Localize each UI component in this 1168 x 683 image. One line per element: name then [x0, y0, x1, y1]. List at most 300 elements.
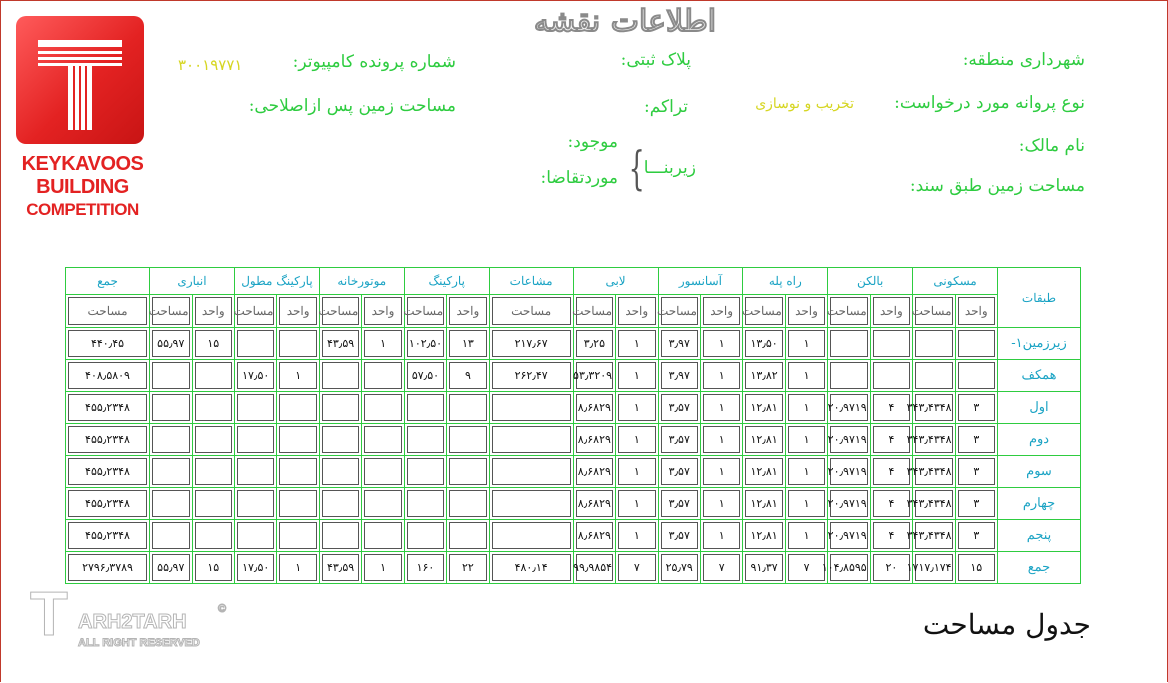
table-cell: [955, 488, 997, 520]
cell-value: [958, 330, 995, 357]
cell-value: ۱: [618, 426, 655, 453]
group-parking: پارکینگ: [404, 268, 489, 295]
computer-file-value: ۳۰۰۱۹۷۷۱: [178, 56, 243, 74]
group-stairs: راه پله: [743, 268, 828, 295]
cell-value: ۲۰٫۹۷۱۹: [830, 426, 867, 453]
table-cell: [277, 392, 319, 424]
table-cell: [573, 456, 615, 488]
cell-value: [322, 490, 359, 517]
cell-value: ۲۱۷٫۶۷: [492, 330, 571, 357]
table-cell: [955, 328, 997, 360]
table-cell: [573, 424, 615, 456]
cell-value: ۳٫۵۷: [661, 490, 698, 517]
table-cell: [277, 424, 319, 456]
cell-value: [449, 394, 486, 421]
cell-value: ۴: [873, 394, 910, 421]
table-cell: [489, 488, 573, 520]
table-cell: [192, 360, 234, 392]
table-cell: [404, 488, 446, 520]
cell-value: ۴: [873, 490, 910, 517]
unit-header-label: واحد: [449, 297, 486, 325]
cell-value: [449, 490, 486, 517]
cell-value: ۱۰۲٫۵۰: [407, 330, 444, 357]
cell-value: [195, 426, 232, 453]
brand-line-3: COMPETITION: [26, 200, 139, 219]
table-cell: [955, 456, 997, 488]
existing-label: موجود:: [567, 132, 618, 152]
area-table-subtitle: جدول مساحت: [922, 608, 1091, 641]
cell-value: ۵۳٫۳۲۰۹: [576, 362, 613, 389]
table-cell: [616, 520, 658, 552]
cell-value: ۲۰٫۹۷۱۹: [830, 394, 867, 421]
table-cell: [658, 392, 700, 424]
cell-value: ۱۲٫۸۱: [745, 394, 782, 421]
unit-header-cell: [277, 295, 319, 328]
cell-value: ۳۴۳٫۴۳۴۸: [915, 394, 952, 421]
group-storage: انباری: [150, 268, 235, 295]
cell-value: [152, 522, 190, 549]
cell-value: ۳٫۵۷: [661, 426, 698, 453]
cell-value: [449, 458, 486, 485]
unit-header-cell: [955, 295, 997, 328]
table-cell: [700, 328, 742, 360]
cell-value: [915, 362, 952, 389]
cell-value: ۹۱٫۳۷: [745, 554, 782, 581]
cell-value: [237, 394, 274, 421]
cell-value: ۵۵٫۹۷: [152, 554, 190, 581]
table-row: [66, 360, 1081, 392]
cell-value: [873, 362, 910, 389]
floor-label: همکف: [998, 360, 1081, 392]
table-cell: [743, 552, 785, 584]
table-cell: [66, 520, 150, 552]
cell-value: ۴۵۵٫۲۳۴۸: [68, 522, 147, 549]
table-cell: [743, 328, 785, 360]
cell-value: [152, 362, 190, 389]
table-cell: [150, 552, 193, 584]
table-cell: [955, 392, 997, 424]
table-cell: [404, 328, 446, 360]
table-cell: [235, 392, 277, 424]
cell-value: [449, 426, 486, 453]
table-cell: [66, 456, 150, 488]
area-header-cell: [743, 295, 785, 328]
area-header-label: مساحت: [745, 297, 782, 325]
table-cell: [192, 424, 234, 456]
floor-label: سوم: [998, 456, 1081, 488]
cell-value: ۴: [873, 426, 910, 453]
area-header-label: مساحت: [661, 297, 698, 325]
unit-header-label: واحد: [364, 297, 401, 325]
table-cell: [906, 488, 955, 520]
unit-header-label: واحد: [958, 297, 995, 325]
table-cell: [616, 488, 658, 520]
cell-value: ۴۵۵٫۲۳۴۸: [68, 394, 147, 421]
cell-value: ۱: [788, 522, 825, 549]
area-header-cell: [66, 295, 150, 328]
table-cell: [785, 360, 827, 392]
cell-value: [492, 394, 571, 421]
table-cell: [870, 328, 912, 360]
unit-header-label: واحد: [788, 297, 825, 325]
cell-value: [279, 394, 316, 421]
table-cell: [828, 328, 870, 360]
brand-line-2: BUILDING: [36, 176, 129, 198]
cell-value: ۳: [958, 490, 995, 517]
floor-label: جمع: [998, 552, 1081, 584]
cell-value: ۳۴۳٫۴۳۴۸: [915, 522, 952, 549]
cell-value: ۵۷٫۵۰: [407, 362, 444, 389]
table-cell: [277, 328, 319, 360]
cell-value: ۱: [788, 330, 825, 357]
table-cell: [913, 328, 955, 360]
cell-value: ۱۲٫۸۱: [745, 522, 782, 549]
table-cell: [277, 456, 319, 488]
cell-value: ۲۶۲٫۴۷: [492, 362, 571, 389]
table-cell: [616, 392, 658, 424]
table-cell: [785, 456, 827, 488]
unit-header-label: واحد: [873, 297, 910, 325]
area-header-label: مساحت: [576, 297, 613, 325]
unit-header-cell: [362, 295, 404, 328]
table-cell: [235, 456, 277, 488]
cell-value: [449, 522, 486, 549]
cell-value: ۱۲٫۸۱: [745, 426, 782, 453]
land-area-deed-label: مساحت زمین طبق سند:: [909, 176, 1085, 196]
table-cell: [447, 328, 489, 360]
area-header-cell: [828, 295, 870, 328]
cell-value: ۴۸۰٫۱۴: [492, 554, 571, 581]
table-cell: [828, 520, 870, 552]
table-cell: [150, 392, 193, 424]
area-header-cell: [150, 295, 193, 328]
table-cell: [150, 520, 193, 552]
table-cell: [828, 488, 870, 520]
cell-value: [237, 330, 274, 357]
table-cell: [319, 552, 361, 584]
cell-value: [830, 362, 867, 389]
table-cell: [404, 456, 446, 488]
table-cell: [785, 392, 827, 424]
cell-value: [492, 458, 571, 485]
unit-header-cell: [700, 295, 742, 328]
table-cell: [235, 424, 277, 456]
table-cell: [616, 360, 658, 392]
cell-value: [152, 426, 190, 453]
table-cell: [150, 488, 193, 520]
keykavoos-logo: [16, 16, 144, 144]
table-cell: [447, 456, 489, 488]
cell-value: ۱۲٫۸۱: [745, 490, 782, 517]
watermark-mark: T: [30, 580, 68, 649]
cell-value: [279, 522, 316, 549]
cell-value: ۴۴۰٫۴۵: [68, 330, 147, 357]
table-cell: [319, 488, 361, 520]
floor-label: اول: [998, 392, 1081, 424]
table-cell: [658, 552, 700, 584]
cell-value: ۱۵: [958, 554, 995, 581]
cell-value: ۷: [618, 554, 655, 581]
cell-value: ۳: [958, 522, 995, 549]
cell-value: [152, 394, 190, 421]
unit-header-cell: [447, 295, 489, 328]
table-cell: [66, 488, 150, 520]
cell-value: [322, 522, 359, 549]
cell-value: [195, 522, 232, 549]
table-cell: [658, 328, 700, 360]
table-cell: [955, 424, 997, 456]
cell-value: ۳٫۹۷: [661, 330, 698, 357]
cell-value: [915, 330, 952, 357]
cell-value: ۳۴۳٫۴۳۴۸: [915, 458, 952, 485]
footprint-label: زیربنـــا: [643, 158, 696, 178]
table-cell: [277, 552, 319, 584]
cell-value: [237, 426, 274, 453]
table-cell: [447, 392, 489, 424]
cell-value: ۳: [958, 394, 995, 421]
floor-label: دوم: [998, 424, 1081, 456]
land-area-after-label: مساحت زمین پس ازاصلاحی:: [248, 96, 456, 116]
table-cell: [362, 552, 404, 584]
cell-value: ۳۴۳٫۴۳۴۸: [915, 426, 952, 453]
cell-value: ۲۷۹۶٫۳۷۸۹: [68, 554, 147, 581]
cell-value: [152, 490, 190, 517]
brand-line-1: KEYKAVOOS: [21, 153, 144, 175]
cell-value: [492, 490, 571, 517]
cell-value: ۲۰٫۹۷۱۹: [830, 490, 867, 517]
table-cell: [319, 456, 361, 488]
table-cell: [821, 552, 870, 584]
watermark-name: ARH2TARH: [78, 611, 187, 633]
table-cell: [658, 424, 700, 456]
table-cell: [700, 520, 742, 552]
table-cell: [319, 392, 361, 424]
table-cell: [489, 328, 573, 360]
cell-value: [364, 522, 401, 549]
table-cell: [658, 456, 700, 488]
table-cell: [906, 424, 955, 456]
table-cell: [743, 520, 785, 552]
cell-value: [195, 490, 232, 517]
cell-value: [407, 490, 444, 517]
cell-value: ۱: [279, 362, 316, 389]
cell-value: [830, 330, 867, 357]
permit-type-label: نوع پروانه مورد درخواست:: [894, 93, 1085, 113]
group-lobby: لابی: [573, 268, 658, 295]
cell-value: ۳٫۹۷: [661, 362, 698, 389]
sub-header-row: [66, 295, 1081, 328]
unit-header-label: واحد: [279, 297, 316, 325]
page-title: اطلاعات نقشه: [533, 4, 717, 39]
table-cell: [192, 456, 234, 488]
table-cell: [362, 328, 404, 360]
cell-value: ۱: [703, 522, 740, 549]
cell-value: ۴: [873, 522, 910, 549]
watermark-copyright: ©: [218, 603, 227, 615]
area-header-label: مساحت: [152, 297, 190, 325]
cell-value: [364, 394, 401, 421]
floor-label: زیرزمین۱-: [998, 328, 1081, 360]
cell-value: [195, 394, 232, 421]
table-cell: [235, 552, 277, 584]
cell-value: ۱: [788, 458, 825, 485]
cell-value: ۸٫۶۸۲۹: [576, 426, 613, 453]
group-long-parking: پارکینگ مطول: [235, 268, 320, 295]
cell-value: ۱۲٫۸۱: [745, 458, 782, 485]
table-cell: [913, 360, 955, 392]
table-cell: [192, 520, 234, 552]
cell-value: [407, 394, 444, 421]
cell-value: [279, 490, 316, 517]
cell-value: [195, 362, 232, 389]
cell-value: ۹: [449, 362, 486, 389]
table-cell: [700, 456, 742, 488]
cell-value: ۱: [618, 490, 655, 517]
table-cell: [489, 456, 573, 488]
cell-value: [322, 426, 359, 453]
table-cell: [362, 360, 404, 392]
cell-value: ۱: [279, 554, 316, 581]
cell-value: ۸٫۶۸۲۹: [576, 490, 613, 517]
table-cell: [235, 488, 277, 520]
table-cell: [150, 456, 193, 488]
area-header-label: مساحت: [407, 297, 444, 325]
table-cell: [362, 392, 404, 424]
area-header-cell: [235, 295, 277, 328]
table-cell: [743, 488, 785, 520]
density-label: تراکم:: [644, 97, 688, 117]
area-header-label: مساحت: [492, 297, 571, 325]
table-cell: [319, 328, 361, 360]
table-cell: [743, 424, 785, 456]
cell-value: [364, 426, 401, 453]
unit-header-cell: [192, 295, 234, 328]
cell-value: [152, 458, 190, 485]
cell-value: [407, 522, 444, 549]
table-cell: [235, 360, 277, 392]
cell-value: ۵۵٫۹۷: [152, 330, 190, 357]
table-cell: [319, 520, 361, 552]
table-cell: [785, 424, 827, 456]
table-cell: [658, 360, 700, 392]
cell-value: ۱: [364, 554, 401, 581]
table-cell: [785, 520, 827, 552]
table-cell: [955, 520, 997, 552]
unit-header-cell: [785, 295, 827, 328]
cell-value: ۲۵٫۷۹: [661, 554, 698, 581]
area-header-label: مساحت: [915, 297, 952, 325]
cell-value: ۱: [618, 458, 655, 485]
table-cell: [192, 392, 234, 424]
table-cell: [955, 360, 997, 392]
cell-value: [237, 458, 274, 485]
table-cell: [785, 488, 827, 520]
table-cell: [150, 328, 193, 360]
cell-value: ۴۵۵٫۲۳۴۸: [68, 490, 147, 517]
municipality-label: شهرداری منطقه:: [962, 50, 1085, 70]
table-cell: [906, 552, 955, 584]
unit-header-label: واحد: [703, 297, 740, 325]
table-cell: [955, 552, 997, 584]
table-row: [66, 392, 1081, 424]
cell-value: ۱۰۴٫۸۵۹۵: [830, 554, 867, 581]
unit-header-label: واحد: [195, 297, 232, 325]
table-cell: [828, 392, 870, 424]
table-cell: [906, 456, 955, 488]
table-row: [66, 488, 1081, 520]
table-cell: [447, 488, 489, 520]
table-cell: [404, 360, 446, 392]
cell-value: ۱: [788, 394, 825, 421]
table-cell: [235, 328, 277, 360]
cell-value: ۴۰۸٫۵۸۰۹: [68, 362, 147, 389]
table-cell: [150, 424, 193, 456]
table-cell: [489, 360, 573, 392]
table-cell: [66, 552, 150, 584]
cell-value: ۳٫۵۷: [661, 394, 698, 421]
cell-value: ۸٫۶۸۲۹: [576, 458, 613, 485]
computer-file-label: شماره پرونده کامپیوتر:: [292, 52, 456, 72]
cell-value: ۷: [788, 554, 825, 581]
table-cell: [66, 392, 150, 424]
table-cell: [192, 328, 234, 360]
cell-value: [407, 426, 444, 453]
requested-label: موردتقاضا:: [540, 168, 618, 188]
cell-value: ۱: [703, 490, 740, 517]
cell-value: ۱: [703, 394, 740, 421]
area-header-cell: [573, 295, 615, 328]
cell-value: ۴۵۵٫۲۳۴۸: [68, 458, 147, 485]
cell-value: ۱۷٫۵۰: [237, 362, 274, 389]
table-cell: [700, 392, 742, 424]
table-cell: [319, 360, 361, 392]
cell-value: [364, 458, 401, 485]
table-cell: [362, 456, 404, 488]
table-cell: [362, 488, 404, 520]
cell-value: [364, 362, 401, 389]
cell-value: ۲۰٫۹۷۱۹: [830, 458, 867, 485]
cell-value: [322, 394, 359, 421]
table-cell: [489, 424, 573, 456]
table-cell: [447, 360, 489, 392]
table-cell: [906, 392, 955, 424]
cell-value: ۲۲: [449, 554, 486, 581]
table-cell: [150, 360, 193, 392]
table-cell: [700, 552, 742, 584]
cell-value: ۱۷٫۵۰: [237, 554, 274, 581]
unit-header-label: واحد: [618, 297, 655, 325]
table-cell: [743, 360, 785, 392]
table-cell: [573, 392, 615, 424]
cell-value: [492, 522, 571, 549]
cell-value: [237, 490, 274, 517]
cell-value: ۳٫۵۷: [661, 458, 698, 485]
table-cell: [828, 456, 870, 488]
group-total: جمع: [66, 268, 150, 295]
tarh2tarh-watermark: [30, 580, 240, 655]
cell-value: [322, 362, 359, 389]
table-cell: [277, 360, 319, 392]
brand-text: [10, 153, 155, 221]
table-cell: [192, 552, 234, 584]
group-common-areas: مشاعات: [489, 268, 573, 295]
permit-type-value: تخریب و نوسازی: [755, 96, 854, 112]
cell-value: ۷: [703, 554, 740, 581]
unit-header-cell: [870, 295, 912, 328]
table-cell: [743, 456, 785, 488]
cell-value: [279, 458, 316, 485]
cell-value: ۱۵: [195, 330, 232, 357]
